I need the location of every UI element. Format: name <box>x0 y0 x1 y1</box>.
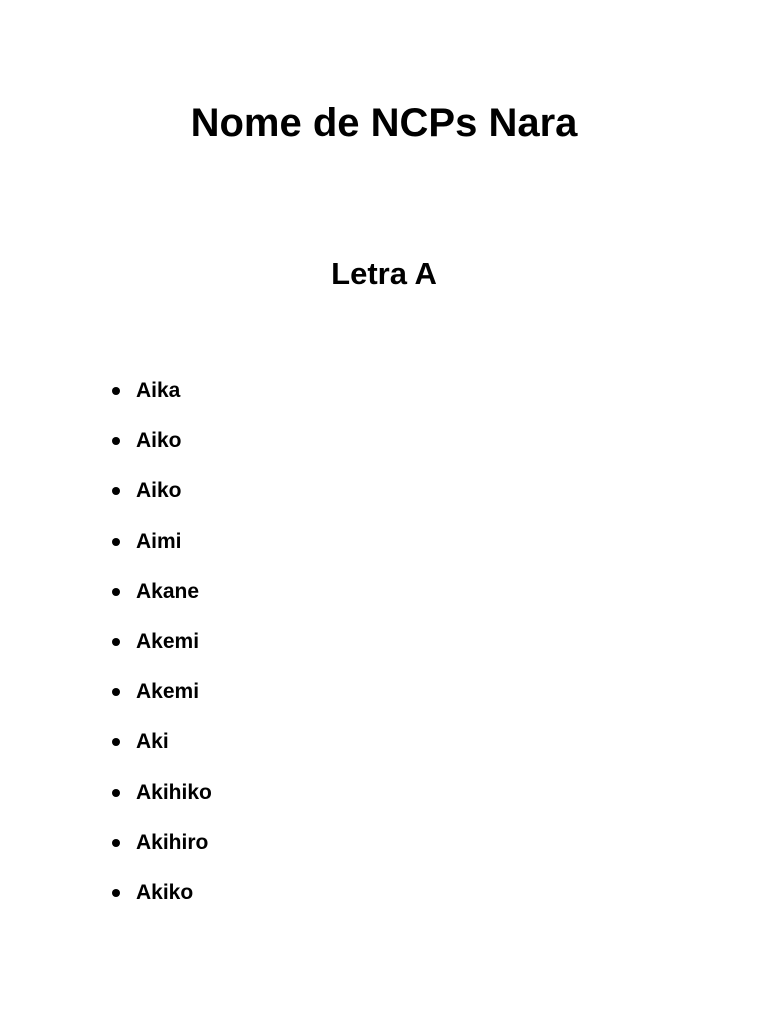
list-item-label: Aiko <box>136 429 182 453</box>
bullet-icon <box>112 487 120 495</box>
list-item <box>112 527 212 577</box>
list-item-label: Akihiro <box>136 830 209 854</box>
page-title: Nome de NCPs Nara <box>190 101 578 145</box>
list-item <box>112 828 212 878</box>
list-item <box>112 577 212 627</box>
name-list <box>112 376 212 928</box>
list-item-label: Aki <box>136 730 169 754</box>
bullet-icon <box>112 638 120 646</box>
list-item <box>112 426 212 476</box>
list-item <box>112 778 212 828</box>
bullet-icon <box>112 437 120 445</box>
list-item <box>112 376 212 426</box>
bullet-icon <box>112 538 120 546</box>
list-item-label: Akemi <box>136 680 200 704</box>
list-item-label: Aika <box>136 379 181 402</box>
list-item-label: Akemi <box>136 629 200 653</box>
bullet-icon <box>112 839 120 847</box>
list-item <box>112 727 212 777</box>
list-item-label: Aimi <box>136 529 182 553</box>
list-item <box>112 476 212 526</box>
bullet-icon <box>112 387 120 395</box>
list-item-label: Akane <box>136 579 200 603</box>
bullet-icon <box>112 688 120 696</box>
list-item <box>112 627 212 677</box>
list-item-label: Akiko <box>136 880 194 904</box>
list-item-label: Aiko <box>136 479 182 503</box>
bullet-icon <box>112 789 120 797</box>
bullet-icon <box>112 588 120 596</box>
bullet-icon <box>112 889 120 897</box>
bullet-icon <box>112 738 120 746</box>
section-heading: Letra A <box>331 256 437 291</box>
list-item <box>112 677 212 727</box>
list-item-label: Akihiko <box>136 780 212 804</box>
list-item <box>112 878 212 928</box>
